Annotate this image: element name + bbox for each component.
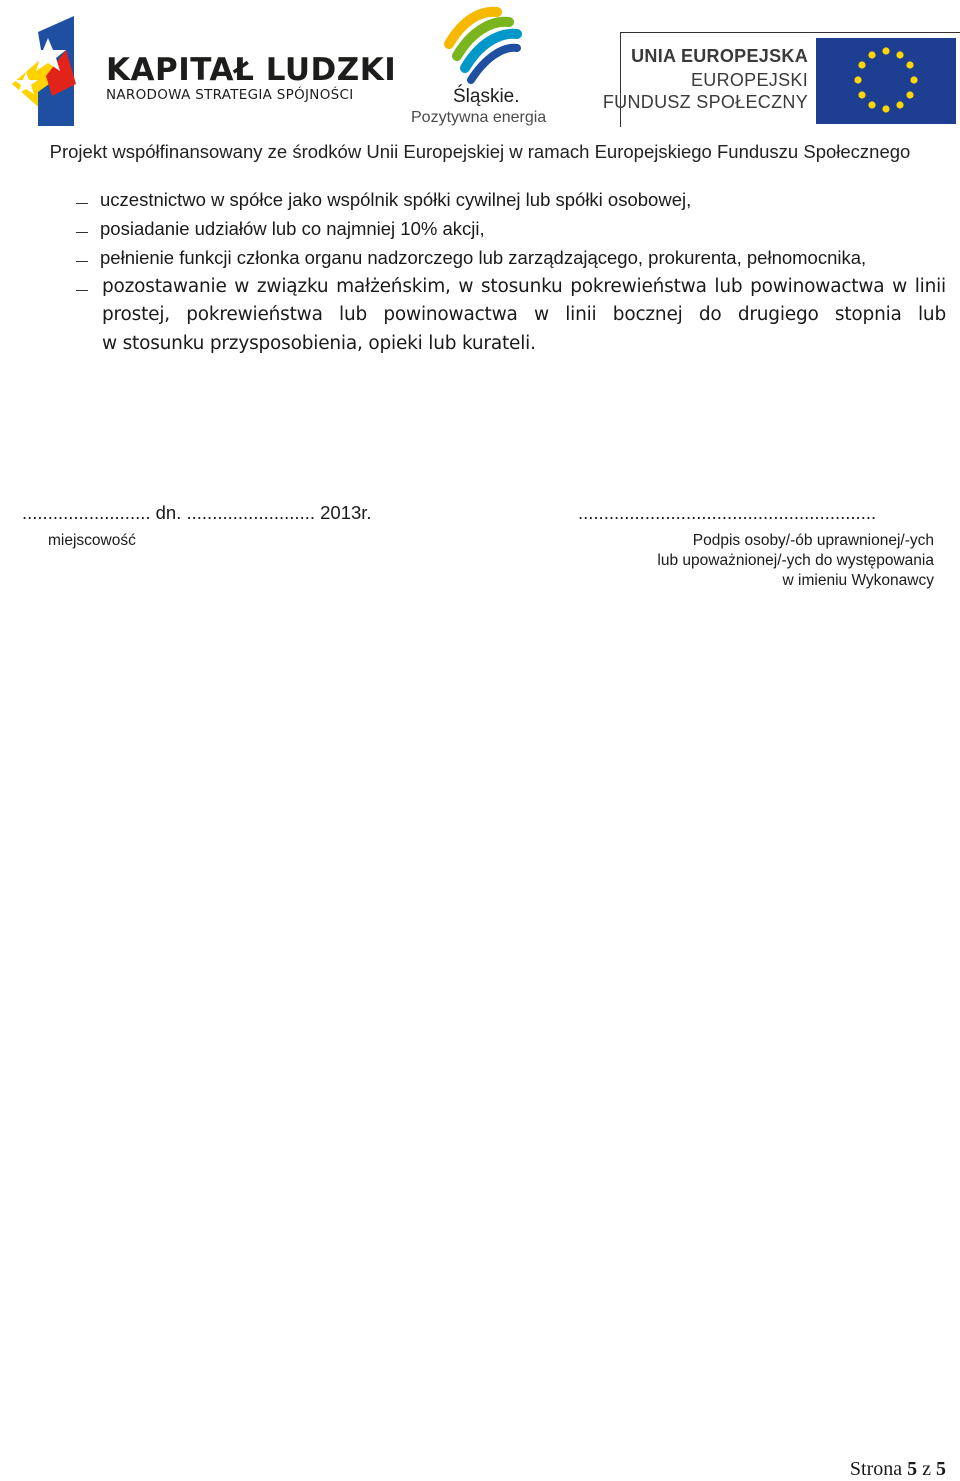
signature-label-line-3: w imieniu Wykonawcy [782, 572, 934, 589]
page-current: 5 [907, 1458, 918, 1480]
list-dash [76, 203, 88, 204]
list-dash [76, 232, 88, 233]
ue-fund-line-1: EUROPEJSKI [690, 70, 808, 90]
kapital-ludzki-title: KAPITAŁ LUDZKI [106, 52, 397, 88]
list-item-line: prostej, pokrewieństwa lub powinowactwa w linii bocznej do drugiego stopnia lub [102, 304, 946, 325]
list-dash [76, 290, 88, 291]
page-word: Strona [849, 1458, 903, 1480]
eu-flag-icon [816, 38, 956, 124]
place-label: miejscowość [48, 532, 136, 549]
list-item: uczestnictwo w spółce jako wspólnik spółki cywilnej lub spółki osobowej, [100, 189, 692, 210]
ue-name: UNIA EUROPEJSKA [631, 46, 808, 66]
slaskie-name: Śląskie. [453, 86, 520, 107]
ue-top-border [620, 32, 960, 33]
signature-label-line-1: Podpis osoby/-ób uprawnionej/-ych [692, 532, 934, 549]
project-cofinancing-caption: Projekt współfinansowany ze środków Unii Europejskiej w ramach Europejskiego Funduszu Społecznego [49, 141, 911, 162]
ue-fund-line-2: FUNDUSZ SPOŁECZNY [602, 92, 808, 112]
kapital-ludzki-emblem-icon [8, 14, 100, 129]
kapital-ludzki-subtitle: NARODOWA STRATEGIA SPÓJNOŚCI [106, 87, 354, 103]
kapital-ludzki-logo [8, 14, 397, 129]
list-dash [76, 261, 88, 262]
ue-efs-logo [602, 32, 960, 127]
list-item: pełnienie funkcji członka organu nadzorczego lub zarządzającego, prokurenta, pełnomocnika, [100, 247, 867, 268]
page-of-word: z [922, 1458, 931, 1480]
list-item-line: pozostawanie w związku małżeńskim, w stosunku pokrewieństwa lub powinowactwa w linii [102, 276, 946, 297]
slaskie-tagline: Pozytywna energia [411, 109, 547, 126]
page-total: 5 [936, 1458, 946, 1480]
slaskie-logo [405, 6, 575, 131]
list-item: posiadanie udziałów lub co najmniej 10% akcji, [100, 218, 485, 239]
signature-label-line-2: lub upoważnionej/-ych do występowania [657, 552, 934, 569]
place-date-line: ......................... dn. ......................... 2013r. [22, 502, 372, 523]
slaskie-waves-icon [405, 6, 575, 86]
list-item-line: w stosunku przysposobienia, opieki lub kurateli. [102, 333, 536, 354]
page-number [850, 1458, 946, 1481]
signature-line: .......................................................... [578, 502, 877, 523]
